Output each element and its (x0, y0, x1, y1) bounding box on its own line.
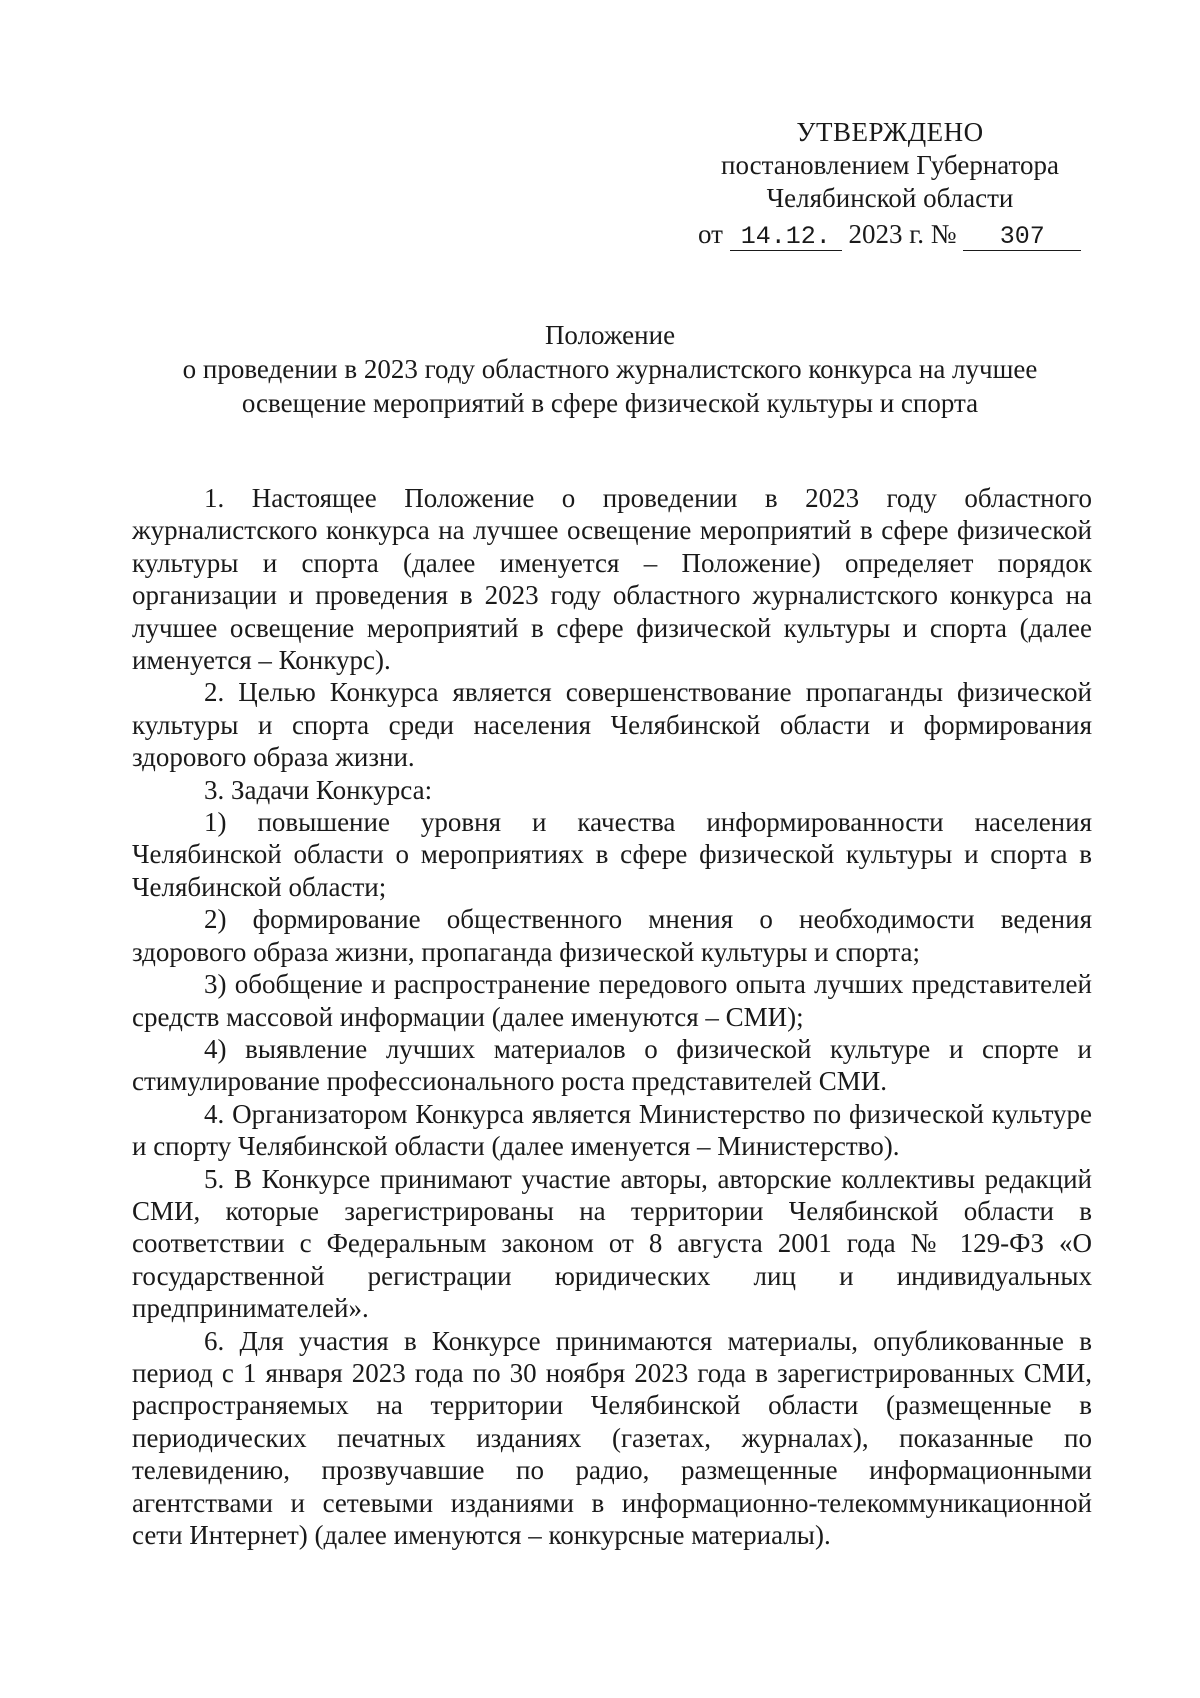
paragraph-4: 4. Организатором Конкурса является Министерство по физической культуре и спорту Челябинской области (далее именуется – Министерство). (132, 1098, 1092, 1162)
approved-heading: УТВЕРЖДЕНО (796, 117, 984, 147)
paragraph-1: 1. Настоящее Положение о проведении в 2023 году областного журналистского конкурса на лучшее освещение мероприятий в сфере физической культуры и спорта (далее именуется – Положение) определяет порядок организации и проведения в 2023 году областного журналистского конкурса на лучшее освещение мероприятий в сфере физической культуры и спорта (далее именуется – Конкурс). (132, 483, 1092, 676)
approval-number-value: 307 (963, 223, 1081, 251)
approved-by-line: постановлением Губернатора (721, 150, 1059, 180)
approved-region-line: Челябинской области (766, 183, 1014, 213)
document-body (132, 482, 1092, 1551)
title-line-1: Положение (544, 320, 676, 350)
task-item-4: 4) выявление лучших материалов о физической культуре и спорте и стимулирование профессионального роста представителей СМИ. (132, 1033, 1092, 1097)
title-line-3: освещение мероприятий в сфере физической культуры и спорта (241, 388, 979, 418)
paragraph-5: 5. В Конкурсе принимают участие авторы, авторские коллективы редакций СМИ, которые зарегистрированы на территории Челябинской области в соответствии с Федеральным законом от 8 августа 2001 года № 129-ФЗ «О государственной регистрации юридических лиц и индивидуальных предпринимателей». (132, 1163, 1092, 1324)
date-prefix: от (698, 219, 723, 249)
title-line-2: о проведении в 2023 году областного журналистского конкурса на лучшее (182, 354, 1038, 384)
task-item-1: 1) повышение уровня и качества информированности населения Челябинской области о мероприятиях в сфере физической культуры и спорта в Челябинской области; (132, 807, 1092, 902)
document-title (130, 318, 1090, 420)
task-item-2: 2) формирование общественного мнения о необходимости ведения здорового образа жизни, пропаганда физической культуры и спорта; (132, 904, 1092, 967)
approval-date-value: 14.12. (730, 223, 842, 251)
approval-year-text: 2023 г. № (848, 219, 957, 249)
task-item-3: 3) обобщение и распространение передового опыта лучших представителей средств массовой информации (далее именуются – СМИ); (132, 969, 1092, 1032)
paragraph-6: 6. Для участия в Конкурсе принимаются материалы, опубликованные в период с 1 января 2023 года по 30 ноября 2023 года в зарегистрированных СМИ, распространяемых на территории Челябинской области (размещенные в периодических печатных изданиях (газетах, журналах), показанные по телевидению, прозвучавшие по радио, размещенные информационными агентствами и сетевыми изданиями в информационно-телекоммуникационной сети Интернет) (далее именуются – конкурсные материалы). (132, 1325, 1092, 1550)
paragraph-2: 2. Целью Конкурса является совершенствование пропаганды физической культуры и спорта среди населения Челябинской области и формирования здорового образа жизни. (132, 677, 1092, 773)
approval-date-line (690, 218, 1090, 251)
approval-stamp-block (690, 116, 1090, 251)
paragraph-3: 3. Задачи Конкурса: (204, 774, 433, 805)
